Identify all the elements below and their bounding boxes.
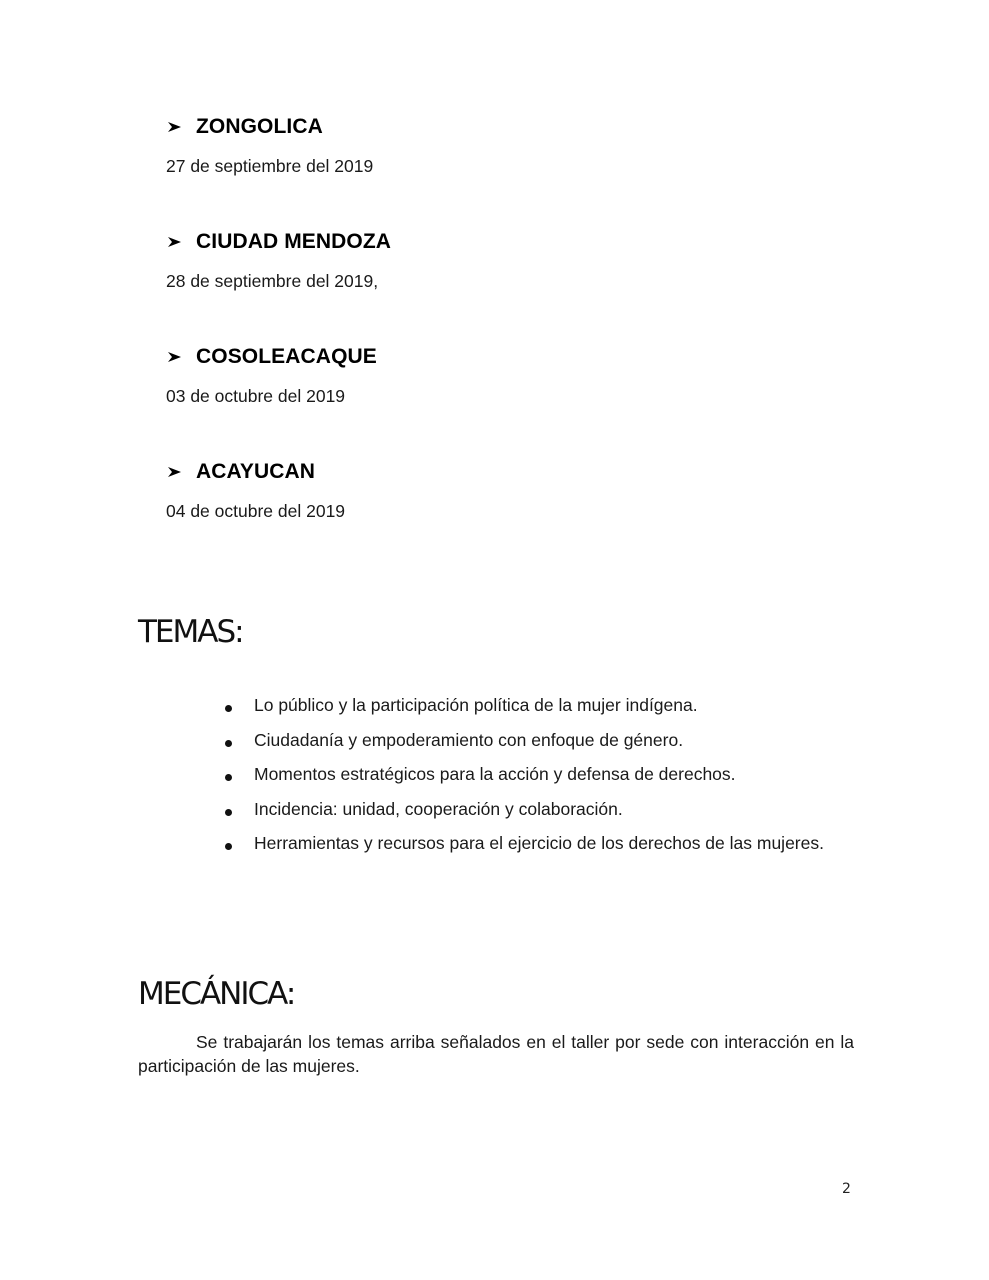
- list-item: [225, 731, 852, 757]
- topic-text: Lo público y la participación política de la mujer indígena.: [254, 695, 698, 715]
- bullet-icon: [225, 774, 232, 781]
- bullet-icon: [225, 843, 232, 850]
- location-name: ACAYUCAN: [196, 460, 316, 483]
- list-item: [225, 765, 852, 791]
- temas-heading: TEMAS:: [138, 614, 243, 650]
- location-date: 28 de septiembre del 2019,: [166, 271, 379, 291]
- arrow-bullet-icon: [167, 119, 183, 135]
- arrow-bullet-icon: [167, 234, 183, 250]
- location-date: 04 de octubre del 2019: [166, 501, 346, 521]
- mecanica-heading: MECÁNICA:: [138, 976, 295, 1012]
- topic-text: Incidencia: unidad, cooperación y colaboración.: [254, 799, 623, 819]
- page-number: 2: [842, 1181, 851, 1197]
- arrow-bullet-icon: [167, 349, 183, 365]
- location-date: 27 de septiembre del 2019: [166, 156, 374, 176]
- bullet-icon: [225, 740, 232, 747]
- location-name: ZONGOLICA: [196, 115, 323, 138]
- location-date: 03 de octubre del 2019: [166, 386, 346, 406]
- list-item: [225, 834, 852, 860]
- topic-text: Herramientas y recursos para el ejercicio de los derechos de las mujeres.: [254, 833, 824, 853]
- topic-text: Ciudadanía y empoderamiento con enfoque de género.: [254, 730, 684, 750]
- bullet-icon: [225, 705, 232, 712]
- location-heading: [167, 459, 315, 485]
- list-item: [225, 800, 852, 826]
- bullet-icon: [225, 809, 232, 816]
- location-name: COSOLEACAQUE: [196, 345, 377, 368]
- arrow-bullet-icon: [167, 464, 183, 480]
- list-item: [225, 696, 852, 722]
- location-name: CIUDAD MENDOZA: [196, 230, 392, 253]
- mecanica-paragraph: Se trabajarán los temas arriba señalados en el taller por sede con interacción en la participación de las mujeres.: [138, 1032, 854, 1076]
- location-heading: [167, 229, 391, 255]
- location-heading: [167, 114, 323, 140]
- topic-text: Momentos estratégicos para la acción y defensa de derechos.: [254, 764, 736, 784]
- location-heading: [167, 344, 377, 370]
